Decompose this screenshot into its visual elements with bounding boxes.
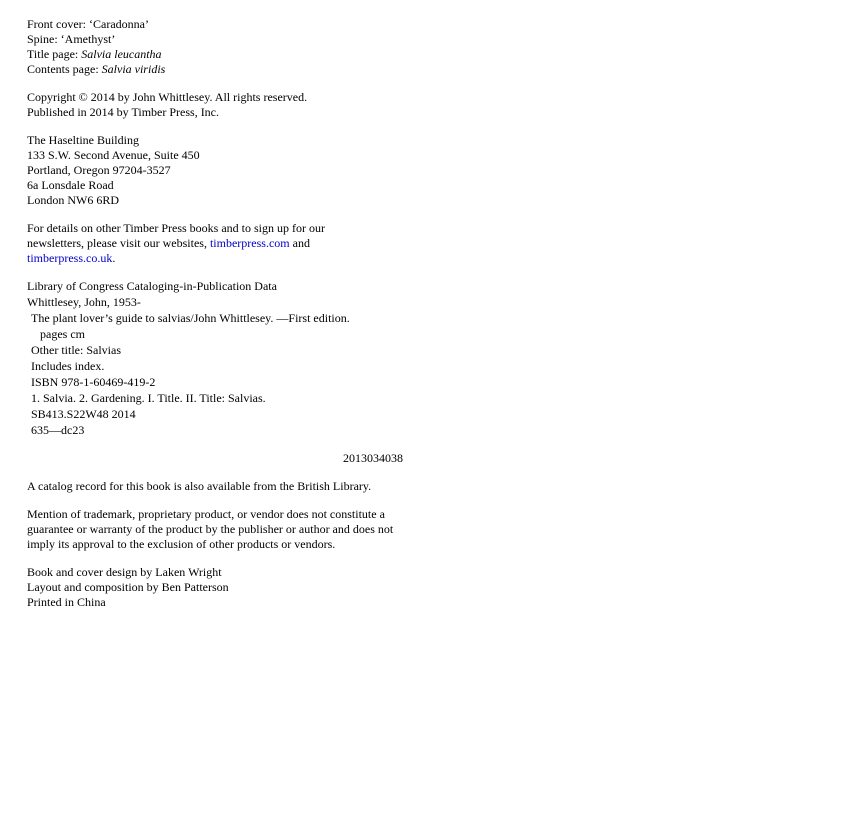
british-library-note: A catalog record for this book is also available from the British Library.: [27, 479, 372, 493]
cip-title: The plant lover’s guide to salvias/John Whittlesey. —First edition.: [31, 311, 350, 325]
production-credits: [27, 565, 403, 610]
cip-includes: Includes index.: [31, 359, 105, 373]
publisher-address: [27, 133, 403, 208]
websites-paragraph: For details on other Timber Press books and to sign up for our newsletters, please visit our websites, timberpress.com and timberpress.co.uk.: [27, 221, 325, 265]
front-cover-credit: Front cover: ‘Caradonna’: [27, 17, 149, 31]
timberpress-com-link[interactable]: timberpress.com: [209, 236, 290, 250]
address-line: 6a Lonsdale Road: [27, 178, 114, 192]
timberpress-co-uk-link[interactable]: timberpress.co.uk: [27, 251, 113, 265]
cip-lccn: 2013034038: [343, 451, 403, 465]
cip-subjects: 1. Salvia. 2. Gardening. I. Title. II. Title: Salvias.: [31, 391, 266, 405]
spine-credit: Spine: ‘Amethyst’: [27, 32, 116, 46]
cip-lcc: SB413.S22W48 2014: [31, 407, 136, 421]
copyright-notice: [27, 90, 403, 120]
layout-credit: Layout and composition by Ben Patterson: [27, 580, 229, 594]
address-line: Portland, Oregon 97204-3527: [27, 163, 171, 177]
trademark-disclaimer: Mention of trademark, proprietary product, or vendor does not constitute a guarantee or warranty of the product by the publisher or author and does not imply its approval to the exclusion of other products or vendors.: [27, 507, 394, 551]
address-line: London NW6 6RD: [27, 193, 119, 207]
copyright-page: [27, 17, 403, 610]
address-line: 133 S.W. Second Avenue, Suite 450: [27, 148, 200, 162]
copyright-line: Copyright © 2014 by John Whittlesey. All rights reserved.: [27, 90, 308, 104]
contents-page-credit: Contents page: Salvia viridis: [27, 62, 166, 76]
cip-ddc: 635—dc23: [31, 423, 85, 437]
cip-other-title: Other title: Salvias: [31, 343, 121, 357]
cip-author: Whittlesey, John, 1953-: [27, 295, 141, 309]
cip-pages: pages cm: [40, 327, 85, 341]
cover-credits: [27, 17, 403, 77]
printed-in: Printed in China: [27, 595, 106, 609]
cip-heading: Library of Congress Cataloging-in-Publication Data: [27, 279, 277, 293]
publisher-line: Published in 2014 by Timber Press, Inc.: [27, 105, 220, 119]
title-page-credit: Title page: Salvia leucantha: [27, 47, 162, 61]
address-line: The Haseltine Building: [27, 133, 139, 147]
cip-data: [27, 279, 403, 466]
design-credit: Book and cover design by Laken Wright: [27, 565, 222, 579]
cip-isbn: ISBN 978-1-60469-419-2: [31, 375, 156, 389]
